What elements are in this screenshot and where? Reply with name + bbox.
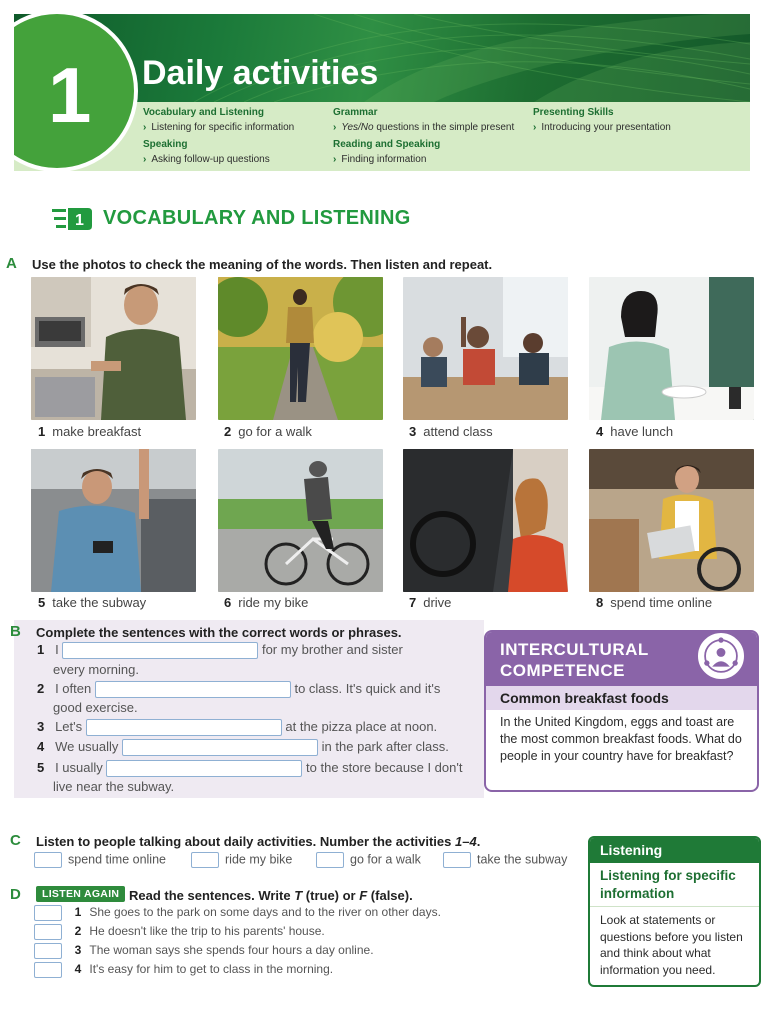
photo-drive — [403, 449, 568, 592]
unit-banner — [14, 14, 750, 171]
caption-1: 1 make breakfast — [38, 424, 142, 439]
photo-ride-my-bike — [218, 449, 383, 592]
caption-7: 7 drive — [409, 595, 452, 610]
photo-attend-class — [403, 277, 568, 420]
objective-item: › Yes/No questions in the simple present — [333, 122, 515, 133]
number-box[interactable] — [316, 852, 344, 868]
chevron-right-icon: › — [143, 122, 147, 133]
photo-go-for-a-walk — [218, 277, 383, 420]
objective-item: › Finding information — [333, 154, 427, 165]
caption-4: 4 have lunch — [596, 424, 674, 439]
exercise-d-instruction: Read the sentences. Write T (true) or F (false). — [129, 888, 413, 903]
true-false-box[interactable] — [34, 962, 62, 978]
intercultural-body: In the United Kingdom, eggs and toast are the most common breakfast foods. What do people in your country have for breakfast? — [500, 715, 742, 763]
unit-number: 1 — [48, 51, 92, 139]
people-network-icon — [695, 630, 747, 682]
answer-field-b2[interactable] — [95, 681, 291, 698]
intercultural-subtitle: Common breakfast foods — [486, 686, 757, 710]
answer-field-b4[interactable] — [122, 739, 318, 756]
objective-item: › Listening for specific information — [143, 122, 295, 133]
exercise-letter-b: B — [10, 623, 21, 640]
b-item-5-cont: live near the subway. — [53, 779, 175, 794]
answer-field-b1[interactable] — [62, 642, 258, 659]
c-option-2: ride my bike — [191, 852, 292, 868]
objective-heading: Vocabulary and Listening — [143, 107, 264, 118]
intercultural-title: INTERCULTURAL COMPETENCE — [500, 640, 649, 680]
c-option-4: take the subway — [443, 852, 567, 868]
b-item-4: 4 We usually in the park after class. — [37, 739, 449, 756]
listening-body: Look at statements or questions before you listen and think about what information you need. — [600, 913, 743, 977]
photo-spend-time-online — [589, 449, 754, 592]
b-item-1: 1 I for my brother and sister — [37, 642, 403, 659]
objective-heading: Reading and Speaking — [333, 139, 441, 150]
listening-heading: Listening — [590, 838, 759, 863]
caption-3: 3 attend class — [409, 424, 493, 439]
chevron-right-icon: › — [333, 122, 337, 133]
chevron-right-icon: › — [143, 154, 147, 165]
photo-make-breakfast — [31, 277, 196, 420]
objective-item: › Asking follow-up questions — [143, 154, 270, 165]
exercise-letter-d: D — [10, 886, 21, 903]
number-box[interactable] — [443, 852, 471, 868]
caption-5: 5 take the subway — [38, 595, 147, 610]
d-item-4: 4 It's easy for him to get to class in the morning. — [34, 962, 333, 978]
listening-subheading: Listening for specific information — [590, 863, 759, 907]
true-false-box[interactable] — [34, 924, 62, 940]
b-item-2: 2 I often to class. It's quick and it's — [37, 681, 440, 698]
exercise-letter-c: C — [10, 832, 21, 849]
objective-vocab-listening — [143, 105, 294, 135]
listen-again-badge: LISTEN AGAIN — [36, 886, 125, 902]
chevron-right-icon: › — [533, 122, 537, 133]
number-box[interactable] — [191, 852, 219, 868]
number-box[interactable] — [34, 852, 62, 868]
b-item-3: 3 Let's at the pizza place at noon. — [37, 719, 437, 736]
d-item-2: 2 He doesn't like the trip to his parents' house. — [34, 924, 325, 940]
caption-8: 8 spend time online — [596, 595, 713, 610]
b-item-1-cont: every morning. — [53, 662, 139, 677]
section-title: VOCABULARY AND LISTENING — [103, 207, 411, 229]
photo-have-lunch — [589, 277, 754, 420]
d-item-1: 1 She goes to the park on some days and to the river on other days. — [34, 905, 441, 921]
chevron-right-icon: › — [333, 154, 337, 165]
objective-reading-speaking — [333, 137, 440, 167]
exercise-c-instruction: Listen to people talking about daily activities. Number the activities 1–4. — [36, 834, 481, 849]
objective-grammar — [333, 105, 514, 135]
exercise-b-instruction: Complete the sentences with the correct words or phrases. — [36, 625, 402, 640]
svg-text:1: 1 — [75, 212, 84, 229]
section-headphones-icon — [52, 206, 92, 232]
exercise-letter-a: A — [6, 255, 17, 272]
c-option-3: go for a walk — [316, 852, 421, 868]
answer-field-b5[interactable] — [106, 760, 302, 777]
objective-heading: Speaking — [143, 139, 188, 150]
objective-speaking — [143, 137, 270, 167]
objective-item: › Introducing your presentation — [533, 122, 671, 133]
objective-heading: Grammar — [333, 107, 378, 118]
b-item-2-cont: good exercise. — [53, 700, 138, 715]
d-item-3: 3 The woman says she spends four hours a day online. — [34, 943, 374, 959]
caption-2: 2 go for a walk — [224, 424, 312, 439]
unit-title: Daily activities — [142, 54, 379, 92]
b-item-5: 5 I usually to the store because I don't — [37, 760, 462, 777]
exercise-a-instruction: Use the photos to check the meaning of the words. Then listen and repeat. — [32, 257, 493, 272]
true-false-box[interactable] — [34, 905, 62, 921]
objective-presenting — [533, 105, 671, 135]
true-false-box[interactable] — [34, 943, 62, 959]
listening-skill-box — [588, 836, 761, 987]
answer-field-b3[interactable] — [86, 719, 282, 736]
caption-6: 6 ride my bike — [224, 595, 309, 610]
intercultural-competence-box — [484, 630, 759, 792]
photo-take-the-subway — [31, 449, 196, 592]
c-option-1: spend time online — [34, 852, 166, 868]
objective-heading: Presenting Skills — [533, 107, 614, 118]
